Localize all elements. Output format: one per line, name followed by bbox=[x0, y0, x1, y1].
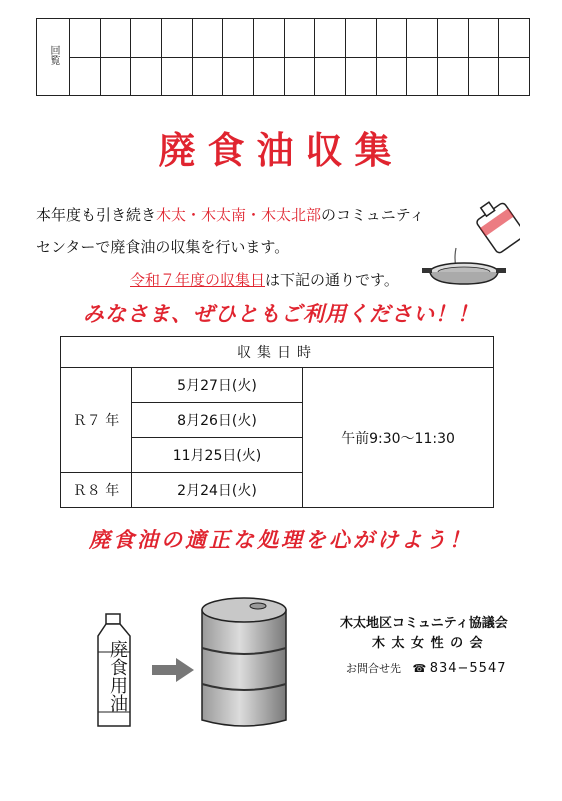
contact-line: お問合せ先 ☎ 834−5547 bbox=[346, 661, 507, 676]
date-cell: 8月26日(火) bbox=[132, 403, 303, 438]
intro-line-2: センターで廃食油の収集を行います。 bbox=[36, 238, 290, 256]
date-cell: 2月24日(火) bbox=[132, 473, 303, 508]
oil-pan-illustration bbox=[420, 200, 520, 292]
year-cell: Ｒ７ 年 bbox=[61, 368, 132, 473]
phone-number: 834−5547 bbox=[429, 661, 507, 676]
table-row bbox=[61, 368, 494, 403]
intro-line-1: 本年度も引き続き木太・木太南・木太北部のコミュニティ bbox=[36, 206, 425, 224]
bottle-label: 廃食用油 bbox=[107, 640, 128, 712]
womens-association-name: 木 太 女 性 の 会 bbox=[372, 636, 484, 651]
schedule-header: 収集日時 bbox=[61, 337, 494, 368]
date-cell: 11月25日(火) bbox=[132, 438, 303, 473]
schedule-table bbox=[60, 336, 494, 508]
circulation-grid bbox=[36, 18, 530, 96]
call-to-action: みなさま、ぜひともご利用ください！！ bbox=[83, 302, 479, 326]
telephone-icon: ☎ bbox=[412, 662, 427, 675]
oil-drum-icon bbox=[196, 592, 292, 736]
page-title: 廃食油収集 bbox=[158, 129, 404, 172]
year-cell: Ｒ８ 年 bbox=[61, 473, 132, 508]
council-name: 木太地区コミュニティ協議会 bbox=[340, 616, 508, 631]
frying-pan-icon bbox=[422, 263, 506, 284]
slogan: 廃食油の適正な処理を心がけよう！ bbox=[89, 528, 473, 552]
date-cell: 5月27日(火) bbox=[132, 368, 303, 403]
arrow-right-icon bbox=[150, 656, 196, 684]
oil-bottle-icon bbox=[471, 200, 520, 254]
intro-line-3: 令和７年度の収集日は下記の通りです。 bbox=[130, 271, 399, 289]
circulation-label: 回覧 bbox=[37, 19, 70, 96]
time-cell: 午前9:30〜11:30 bbox=[303, 368, 494, 508]
